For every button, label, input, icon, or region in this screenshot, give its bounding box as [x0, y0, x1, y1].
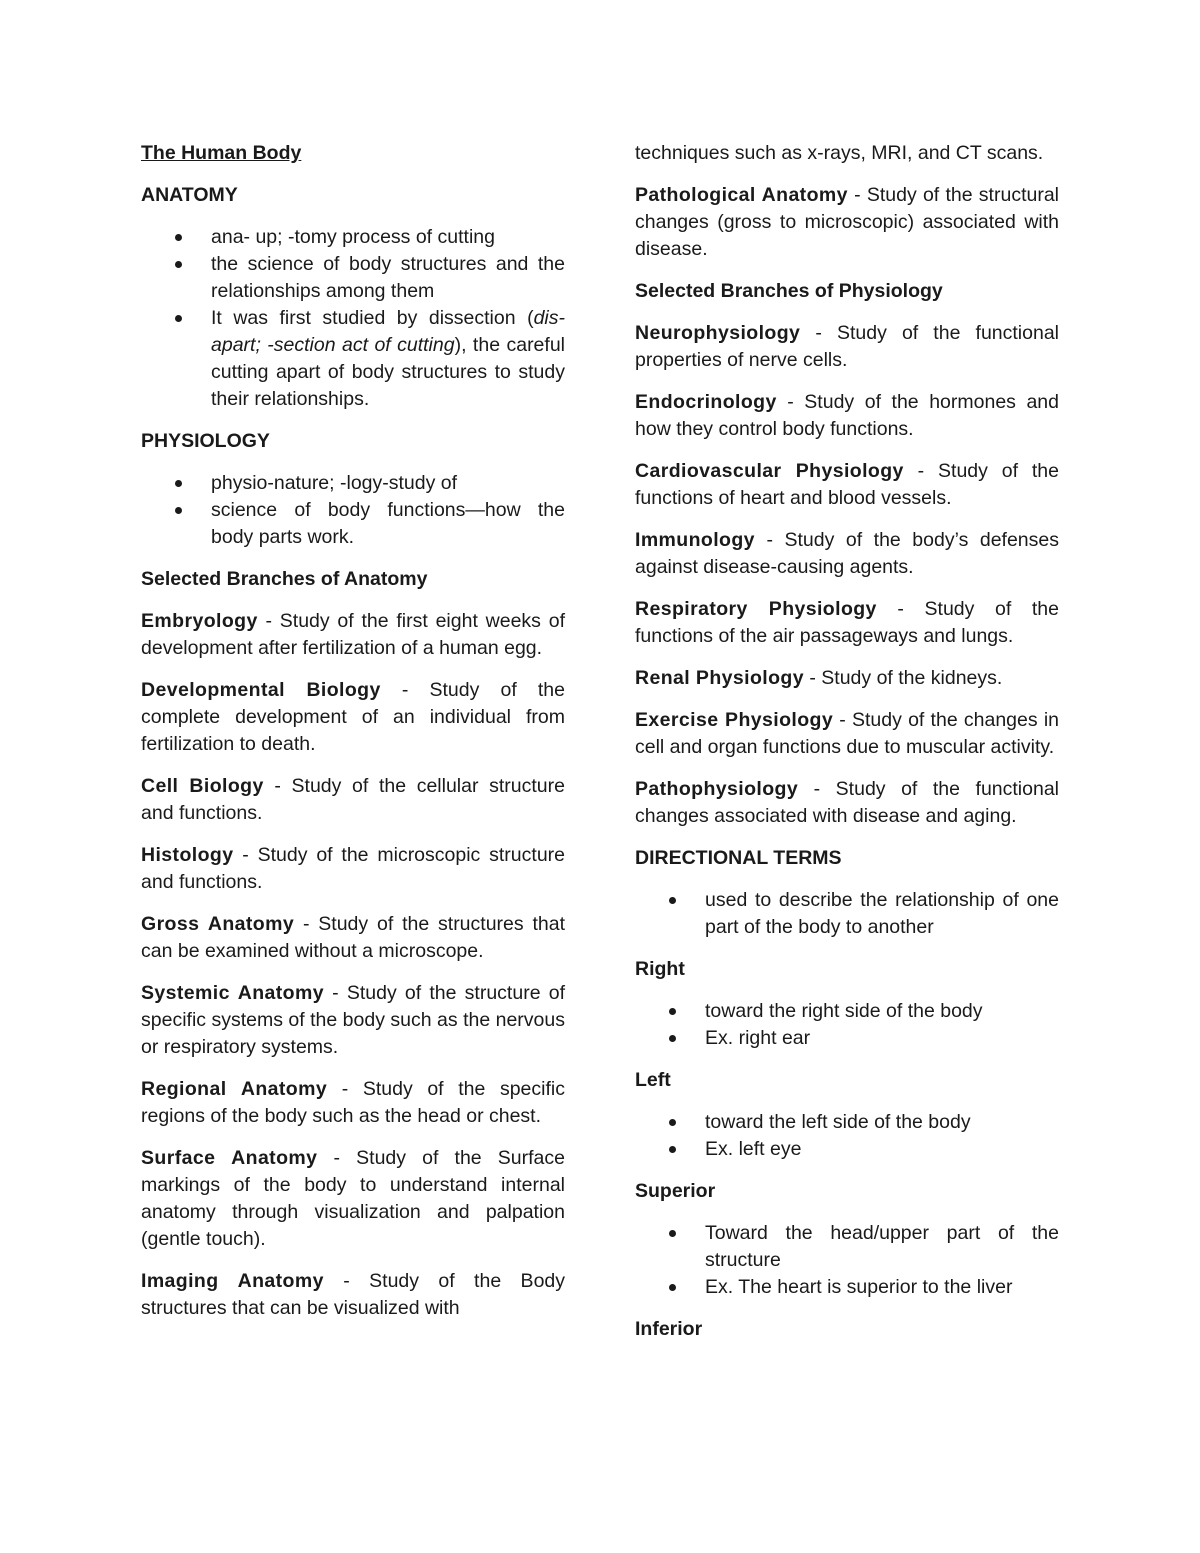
physiology-heading: PHYSIOLOGY [141, 430, 270, 452]
branch-entry [635, 182, 1059, 263]
dissection-etymology: dis- apart; -section act of cutting [211, 307, 565, 356]
branch-term: Cardiovascular Physiology [635, 460, 904, 482]
list-item: used to describe the relationship of one part of the body to another [635, 887, 1059, 941]
branch-term: Pathophysiology [635, 778, 799, 800]
branch-term: Systemic Anatomy [141, 982, 324, 1004]
branch-desc: - Study of the changes in cell and organ functions due to muscular activity. [635, 709, 1059, 758]
left-heading: Left [635, 1069, 671, 1091]
branch-term: Surface Anatomy [141, 1147, 318, 1169]
branch-entry [141, 677, 565, 758]
branch-term: Histology [141, 844, 234, 866]
superior-heading: Superior [635, 1180, 716, 1202]
branch-entry [141, 911, 565, 965]
list-item: Toward the head/upper part of the structure [635, 1220, 1059, 1274]
branch-entry [141, 842, 565, 896]
anatomy-branches-heading: Selected Branches of Anatomy [141, 568, 428, 590]
branch-entry [635, 389, 1059, 443]
list-item: science of body functions—how the body parts work. [141, 497, 565, 551]
list-item: Ex. left eye [635, 1136, 1059, 1163]
branch-desc: - Study of the hormones and how they control body functions. [635, 391, 1059, 440]
list-item [141, 305, 565, 413]
branch-term: Regional Anatomy [141, 1078, 328, 1100]
branch-entry [635, 458, 1059, 512]
branch-entry [635, 527, 1059, 581]
left-list [635, 1109, 1059, 1163]
continuation-text: techniques such as x-rays, MRI, and CT scans. [635, 142, 1044, 164]
branch-term: Embryology [141, 610, 258, 632]
branch-desc: - Study of the Body structures that can be visualized with [141, 1270, 566, 1319]
branch-term: Renal Physiology [635, 667, 804, 689]
anatomy-list [141, 224, 565, 413]
branch-desc: - Study of the functional changes associated with disease and aging. [635, 778, 1059, 827]
superior-list [635, 1220, 1059, 1301]
branch-desc: - Study of the functions of the air passageways and lungs. [635, 598, 1059, 647]
right-heading: Right [635, 958, 685, 980]
physiology-list [141, 470, 565, 551]
branch-desc: - Study of the functional properties of nerve cells. [635, 322, 1059, 371]
list-item: Ex. right ear [635, 1025, 1059, 1052]
dissection-text: ), the careful cutting apart of body structures to study their relationships. [211, 334, 565, 410]
page-title: The Human Body [141, 142, 302, 164]
branch-entry [141, 608, 565, 662]
directional-list [635, 887, 1059, 941]
anatomy-heading: ANATOMY [141, 184, 238, 206]
branch-desc: - Study of the Surface markings of the body to understand internal anatomy through visualization and palpation (gentle touch). [141, 1147, 565, 1250]
branch-term: Immunology [635, 529, 755, 551]
branch-desc: - Study of the functions of heart and blood vessels. [635, 460, 1059, 509]
branch-desc: - Study of the cellular structure and functions. [141, 775, 565, 824]
branch-entry [635, 320, 1059, 374]
branch-entry [635, 707, 1059, 761]
branch-entry [141, 773, 565, 827]
branch-desc: - Study of the microscopic structure and functions. [141, 844, 565, 893]
branch-desc: - Study of the structural changes (gross to microscopic) associated with disease. [635, 184, 1059, 260]
list-item: toward the left side of the body [635, 1109, 1059, 1136]
list-item: Ex. The heart is superior to the liver [635, 1274, 1059, 1301]
branch-entry [141, 980, 565, 1061]
branch-term: Pathological Anatomy [635, 184, 848, 206]
branch-term: Exercise Physiology [635, 709, 834, 731]
branch-desc: - Study of the structure of specific systems of the body such as the nervous or respiratory systems. [141, 982, 565, 1058]
branch-term: Gross Anatomy [141, 913, 295, 935]
list-item: toward the right side of the body [635, 998, 1059, 1025]
right-column [635, 140, 1059, 1358]
branch-entry [635, 776, 1059, 830]
branch-term: Neurophysiology [635, 322, 801, 344]
branch-term: Endocrinology [635, 391, 777, 413]
list-item: ana- up; -tomy process of cutting [141, 224, 565, 251]
branch-entry [141, 1076, 565, 1130]
list-item: physio-nature; -logy-study of [141, 470, 565, 497]
branch-desc: - Study of the structures that can be examined without a microscope. [141, 913, 565, 962]
dissection-text: It was first studied by dissection ( [211, 307, 534, 329]
branch-term: Respiratory Physiology [635, 598, 877, 620]
branch-entry [635, 596, 1059, 650]
branch-desc: - Study of the first eight weeks of development after fertilization of a human egg. [141, 610, 565, 659]
left-column [141, 140, 565, 1337]
branch-desc: - Study of the body’s defenses against disease-causing agents. [635, 529, 1059, 578]
physiology-branches-heading: Selected Branches of Physiology [635, 280, 943, 302]
branch-entry [635, 665, 1059, 692]
branch-term: Imaging Anatomy [141, 1270, 324, 1292]
inferior-heading: Inferior [635, 1318, 703, 1340]
list-item: the science of body structures and the relationships among them [141, 251, 565, 305]
right-list [635, 998, 1059, 1052]
directional-terms-heading: DIRECTIONAL TERMS [635, 847, 842, 869]
branch-term: Cell Biology [141, 775, 264, 797]
branch-desc: - Study of the specific regions of the body such as the head or chest. [141, 1078, 565, 1127]
branch-entry [141, 1145, 565, 1253]
branch-term: Developmental Biology [141, 679, 381, 701]
branch-entry [141, 1268, 565, 1322]
branch-desc: - Study of the complete development of an individual from fertilization to death. [141, 679, 565, 755]
branch-desc: - Study of the kidneys. [803, 667, 1003, 689]
